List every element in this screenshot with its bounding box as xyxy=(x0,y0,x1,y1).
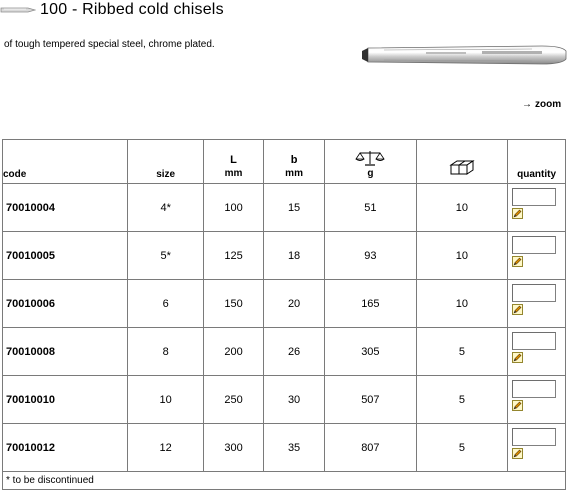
cell-length: 250 xyxy=(204,376,264,424)
cell-weight: 305 xyxy=(325,328,417,376)
cell-weight: 807 xyxy=(325,424,417,472)
cell-size: 5* xyxy=(128,232,204,280)
header-width xyxy=(264,140,325,184)
quantity-input[interactable] xyxy=(512,188,556,206)
scale-icon xyxy=(355,150,385,166)
quantity-input[interactable] xyxy=(512,284,556,302)
table-row xyxy=(3,184,566,232)
cell-width: 35 xyxy=(264,424,325,472)
table-row xyxy=(3,376,566,424)
edit-pencil-icon[interactable] xyxy=(512,448,523,459)
cell-width: 20 xyxy=(264,280,325,328)
table-header-row xyxy=(3,140,566,184)
cell-length: 200 xyxy=(204,328,264,376)
cell-code: 70010010 xyxy=(3,376,128,424)
header-size xyxy=(128,140,204,184)
cell-size: 10 xyxy=(128,376,204,424)
cell-weight: 51 xyxy=(325,184,417,232)
cell-code: 70010004 xyxy=(3,184,128,232)
quantity-input[interactable] xyxy=(512,236,556,254)
cell-pack: 5 xyxy=(416,376,508,424)
cell-code: 70010008 xyxy=(3,328,128,376)
cell-weight: 93 xyxy=(325,232,417,280)
edit-pencil-icon[interactable] xyxy=(512,400,523,411)
zoom-link[interactable] xyxy=(522,99,561,110)
cell-pack: 10 xyxy=(416,232,508,280)
cell-quantity xyxy=(508,280,566,328)
arrow-right-icon: → xyxy=(522,99,532,110)
edit-pencil-icon[interactable] xyxy=(512,208,523,219)
cell-quantity xyxy=(508,424,566,472)
footnote-row xyxy=(3,472,566,490)
zoom-label: zoom xyxy=(535,99,562,110)
cell-size: 6 xyxy=(128,280,204,328)
cell-pack: 5 xyxy=(416,424,508,472)
chisel-product-image[interactable] xyxy=(362,42,568,68)
header-code xyxy=(3,140,128,184)
header-width-label: b xyxy=(290,154,298,166)
cell-pack: 5 xyxy=(416,328,508,376)
cell-quantity xyxy=(508,376,566,424)
cell-width: 18 xyxy=(264,232,325,280)
chisel-icon xyxy=(0,5,36,15)
page-title: 100 - Ribbed cold chisels xyxy=(40,1,224,18)
footnote: * to be discontinued xyxy=(3,472,566,490)
cell-pack: 10 xyxy=(416,280,508,328)
header-width-unit: mm xyxy=(285,168,303,179)
edit-pencil-icon[interactable] xyxy=(512,304,523,315)
header-quantity xyxy=(508,140,566,184)
quantity-input[interactable] xyxy=(512,428,556,446)
header-length-label: L xyxy=(230,154,237,166)
cell-quantity xyxy=(508,328,566,376)
table-row xyxy=(3,424,566,472)
header-code-label: code xyxy=(3,169,27,180)
header-pack xyxy=(416,140,508,184)
cell-length: 100 xyxy=(204,184,264,232)
edit-pencil-icon[interactable] xyxy=(512,352,523,363)
quantity-input[interactable] xyxy=(512,332,556,350)
cell-length: 125 xyxy=(204,232,264,280)
cell-size: 4* xyxy=(128,184,204,232)
product-table xyxy=(2,139,566,490)
cell-width: 30 xyxy=(264,376,325,424)
header-length xyxy=(204,140,264,184)
header-size-label: size xyxy=(156,169,176,180)
edit-pencil-icon[interactable] xyxy=(512,256,523,267)
cell-size: 12 xyxy=(128,424,204,472)
cell-size: 8 xyxy=(128,328,204,376)
box-icon xyxy=(449,159,475,175)
header-weight xyxy=(325,140,417,184)
cell-weight: 507 xyxy=(325,376,417,424)
product-description: of tough tempered special steel, chrome plated. xyxy=(4,39,215,50)
cell-length: 150 xyxy=(204,280,264,328)
title-row xyxy=(0,0,224,20)
cell-quantity xyxy=(508,184,566,232)
cell-quantity xyxy=(508,232,566,280)
cell-length: 300 xyxy=(204,424,264,472)
cell-weight: 165 xyxy=(325,280,417,328)
cell-width: 26 xyxy=(264,328,325,376)
table-row xyxy=(3,280,566,328)
table-row xyxy=(3,232,566,280)
header-quantity-label: quantity xyxy=(517,169,557,180)
header-weight-unit: g xyxy=(367,168,374,179)
quantity-input[interactable] xyxy=(512,380,556,398)
header-length-unit: mm xyxy=(224,168,243,179)
cell-code: 70010006 xyxy=(3,280,128,328)
cell-pack: 10 xyxy=(416,184,508,232)
cell-code: 70010012 xyxy=(3,424,128,472)
cell-width: 15 xyxy=(264,184,325,232)
cell-code: 70010005 xyxy=(3,232,128,280)
table-row xyxy=(3,328,566,376)
